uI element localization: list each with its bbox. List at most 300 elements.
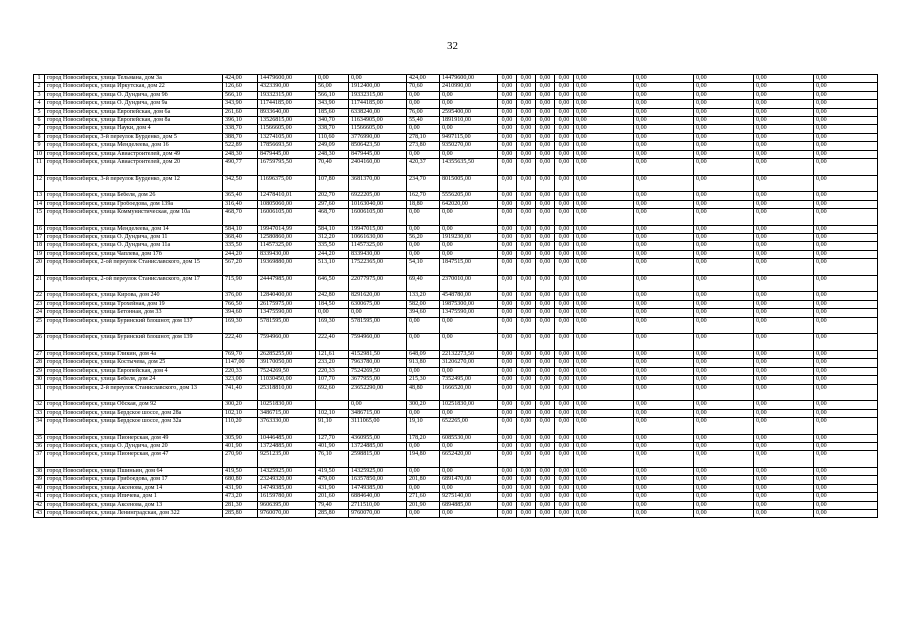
address-cell: город Новосибирск, улица Европейская, дом 8а [45,117,223,125]
value-cell: 0,00 [498,175,517,192]
value-cell: 261,60 [223,108,258,116]
value-cell: 0,00 [574,442,634,450]
value-cell: 468,70 [316,209,349,226]
value-cell: 1919230,00 [440,234,498,242]
value-cell: 0,00 [555,100,574,108]
address-cell: город Новосибирск, улица Иркутская, дом 22 [45,83,223,91]
value-cell: 0,00 [574,409,634,417]
value-cell: 0,00 [517,242,536,250]
row-number: 28 [34,359,45,367]
value-cell: 0,00 [574,175,634,192]
address-cell: город Новосибирск, улица Коммунистическая, дом 10а [45,209,223,226]
value-cell: 0,00 [694,91,754,99]
value-cell: 0,00 [407,209,440,226]
address-cell: город Новосибирск, улица Пионерская, дом 49 [45,434,223,442]
value-cell: 0,00 [517,234,536,242]
value-cell: 285,80 [316,509,349,517]
value-cell: 343,90 [316,100,349,108]
address-cell: город Новосибирск, улица О. Дундича, дом 9а [45,100,223,108]
value-cell: 0,00 [574,83,634,91]
value-cell: 0,00 [754,125,814,133]
value-cell: 3486715,00 [258,409,316,417]
value-cell: 4323390,00 [258,83,316,91]
table-row [34,209,878,226]
value-cell: 0,00 [517,376,536,384]
table-row [34,367,878,375]
table-row [34,259,878,276]
value-cell: 12478410,01 [258,192,316,200]
value-cell: 769,70 [223,350,258,358]
value-cell: 0,00 [814,384,878,401]
table-row [34,401,878,409]
value-cell: 0,00 [574,451,634,468]
value-cell: 244,20 [223,250,258,258]
value-cell: 0,00 [555,434,574,442]
value-cell: 9760070,00 [258,509,316,517]
row-number: 11 [34,159,45,176]
value-cell: 680,80 [223,476,258,484]
value-cell: 0,00 [440,125,498,133]
value-cell: 342,50 [223,175,258,192]
value-cell: 11566605,00 [258,125,316,133]
value-cell: 56,00 [316,83,349,91]
value-cell: 0,00 [536,367,555,375]
address-cell: город Новосибирск, улица Пионерская, дом 47 [45,451,223,468]
value-cell: 0,00 [517,350,536,358]
value-cell: 0,00 [555,275,574,292]
address-cell: город Новосибирск, улица Пшиньин, дом 64 [45,467,223,475]
value-cell: 110,20 [223,417,258,434]
value-cell: 0,00 [536,91,555,99]
address-cell: город Новосибирск, 3-й переулок Бурденко, дом 5 [45,133,223,141]
value-cell: 305,90 [223,434,258,442]
address-cell: город Новосибирск, 3-й переулок Бурденко, дом 12 [45,175,223,192]
value-cell: 0,00 [498,317,517,334]
value-cell: 0,00 [574,467,634,475]
address-cell: город Новосибирск, улица Менделеева, дом 14 [45,225,223,233]
row-number: 40 [34,484,45,492]
value-cell: 0,00 [814,334,878,351]
value-cell: 0,00 [574,484,634,492]
value-cell: 0,00 [555,334,574,351]
row-number: 3 [34,91,45,99]
value-cell: 0,00 [694,275,754,292]
value-cell: 0,00 [694,300,754,308]
value-cell: 0,00 [498,309,517,317]
value-cell: 19332315,00 [349,91,407,99]
value-cell: 0,00 [754,476,814,484]
row-number: 24 [34,309,45,317]
value-cell: 297,60 [316,200,349,208]
value-cell: 0,00 [754,200,814,208]
value-cell: 0,00 [517,484,536,492]
value-cell: 0,00 [498,209,517,226]
value-cell: 0,00 [574,209,634,226]
table-row [34,159,878,176]
value-cell: 0,00 [316,309,349,317]
table-row [34,192,878,200]
address-cell: город Новосибирск, улица Буринский блошнот, дом 137 [45,317,223,334]
value-cell: 0,00 [814,100,878,108]
value-cell: 0,00 [814,200,878,208]
value-cell: 5781595,00 [258,317,316,334]
value-cell: 0,00 [407,442,440,450]
value-cell: 0,00 [517,359,536,367]
value-cell: 741,40 [223,384,258,401]
value-cell: 0,00 [555,476,574,484]
value-cell: 0,00 [555,384,574,401]
value-cell: 0,00 [754,434,814,442]
value-cell: 0,00 [555,83,574,91]
value-cell: 169,30 [316,317,349,334]
value-cell: 0,00 [694,376,754,384]
value-cell: 396,10 [223,117,258,125]
value-cell: 0,00 [536,234,555,242]
value-cell: 7594960,00 [258,334,316,351]
value-cell: 338,70 [223,125,258,133]
value-cell: 126,60 [223,83,258,91]
value-cell: 312,20 [316,234,349,242]
address-cell: город Новосибирск, улица Буринский блошнот, дом 139 [45,334,223,351]
value-cell: 0,00 [814,83,878,91]
value-cell: 0,00 [498,350,517,358]
address-cell: город Новосибирск, улица Гробоедова, дом 139а [45,200,223,208]
value-cell: 270,90 [223,451,258,468]
value-cell: 0,00 [634,150,694,158]
value-cell: 0,00 [754,108,814,116]
table-row [34,91,878,99]
value-cell: 234,70 [407,175,440,192]
value-cell: 0,00 [555,209,574,226]
value-cell: 7352495,00 [440,376,498,384]
value-cell: 0,00 [536,417,555,434]
value-cell: 0,00 [349,401,407,409]
value-cell: 0,00 [754,367,814,375]
value-cell: 23652290,00 [349,384,407,401]
value-cell: 0,00 [498,359,517,367]
value-cell: 0,00 [814,493,878,501]
value-cell: 3776990,00 [349,133,407,141]
value-cell: 0,00 [555,133,574,141]
value-cell: 0,00 [754,83,814,91]
table-row [34,501,878,509]
address-cell: город Новосибирск, 2-й переулок Станиславского, дом 13 [45,384,223,401]
table-row [34,125,878,133]
value-cell: 0,00 [694,451,754,468]
value-cell: 0,00 [574,91,634,99]
value-cell: 0,00 [814,75,878,83]
value-cell: 0,00 [536,275,555,292]
value-cell: 0,00 [407,334,440,351]
value-cell: 10251830,00 [258,401,316,409]
value-cell: 0,00 [634,334,694,351]
value-cell: 7963780,00 [349,359,407,367]
value-cell: 0,00 [574,309,634,317]
value-cell: 0,00 [694,434,754,442]
table-row [34,150,878,158]
value-cell: 0,00 [694,150,754,158]
value-cell: 0,00 [694,401,754,409]
value-cell: 91,10 [316,417,349,434]
value-cell: 0,00 [634,133,694,141]
value-cell: 566,10 [223,91,258,99]
value-cell: 2410990,00 [440,83,498,91]
value-cell: 0,00 [555,359,574,367]
value-cell: 185,60 [316,108,349,116]
row-number: 15 [34,209,45,226]
value-cell: 0,00 [754,275,814,292]
value-cell: 0,00 [634,476,694,484]
value-cell: 0,00 [498,501,517,509]
value-cell: 0,00 [814,125,878,133]
value-cell: 0,00 [694,476,754,484]
row-number: 42 [34,501,45,509]
value-cell: 70,60 [407,83,440,91]
value-cell: 222,40 [223,334,258,351]
value-cell: 0,00 [814,250,878,258]
table-row [34,100,878,108]
value-cell: 0,00 [555,125,574,133]
value-cell: 0,00 [517,300,536,308]
value-cell: 0,00 [555,300,574,308]
value-cell: 0,00 [814,117,878,125]
value-cell: 0,00 [814,234,878,242]
value-cell: 0,00 [517,384,536,401]
value-cell: 0,00 [694,359,754,367]
value-cell: 0,00 [754,359,814,367]
value-cell: 13724885,00 [349,442,407,450]
value-cell: 0,00 [754,334,814,351]
value-cell: 0,00 [754,91,814,99]
value-cell: 0,00 [536,200,555,208]
value-cell: 0,00 [754,133,814,141]
value-cell: 0,00 [555,192,574,200]
value-cell: 0,00 [634,309,694,317]
value-cell: 19947014,99 [258,225,316,233]
value-cell: 24447985,00 [258,275,316,292]
value-cell: 69,40 [407,275,440,292]
value-cell: 376,00 [223,292,258,300]
value-cell: 0,00 [634,467,694,475]
value-cell: 0,00 [754,75,814,83]
row-number: 8 [34,133,45,141]
value-cell: 0,00 [517,133,536,141]
table-row [34,275,878,292]
value-cell: 278,10 [407,133,440,141]
value-cell: 2404160,00 [349,159,407,176]
value-cell: 0,00 [754,159,814,176]
value-cell: 102,10 [316,409,349,417]
value-cell: 0,00 [814,484,878,492]
value-cell: 0,00 [498,125,517,133]
value-cell: 16006105,00 [258,209,316,226]
value-cell: 0,00 [498,75,517,83]
value-cell: 0,00 [754,417,814,434]
value-cell: 0,00 [536,317,555,334]
value-cell: 14325925,00 [349,467,407,475]
value-cell: 0,00 [574,292,634,300]
table-row [34,384,878,401]
value-cell: 0,00 [814,309,878,317]
value-cell: 233,20 [316,359,349,367]
value-cell: 7524269,50 [258,367,316,375]
value-cell: 102,10 [223,409,258,417]
value-cell: 0,00 [754,225,814,233]
value-cell: 6338240,00 [349,108,407,116]
value-cell: 0,00 [555,376,574,384]
value-cell: 0,00 [574,317,634,334]
row-number: 27 [34,350,45,358]
row-number: 7 [34,125,45,133]
value-cell: 0,00 [574,350,634,358]
value-cell: 0,00 [574,493,634,501]
value-cell: 0,00 [536,142,555,150]
value-cell: 0,00 [498,200,517,208]
value-cell: 79,40 [316,501,349,509]
value-cell: 0,00 [555,142,574,150]
value-cell: 0,00 [634,225,694,233]
address-cell: город Новосибирск, 2-ой переулок Станиславского, дом 17 [45,275,223,292]
value-cell: 1891910,00 [440,117,498,125]
value-cell: 0,00 [574,334,634,351]
value-cell: 19369880,00 [258,259,316,276]
address-cell: город Новосибирск, улица Костычева, дом 25 [45,359,223,367]
value-cell: 0,00 [555,309,574,317]
value-cell: 12840400,00 [258,292,316,300]
row-number: 29 [34,367,45,375]
value-cell: 0,00 [536,75,555,83]
value-cell: 0,00 [440,467,498,475]
value-cell: 0,00 [498,417,517,434]
value-cell: 70,40 [316,159,349,176]
value-cell: 194,80 [407,451,440,468]
value-cell: 0,00 [349,75,407,83]
value-cell: 0,00 [754,317,814,334]
value-cell: 0,00 [694,292,754,300]
value-cell: 300,20 [407,401,440,409]
value-cell: 0,00 [536,192,555,200]
page-number: 32 [447,40,458,52]
value-cell: 0,00 [536,401,555,409]
value-cell: 0,00 [517,142,536,150]
value-cell: 1147,00 [223,359,258,367]
value-cell: 6922205,00 [349,192,407,200]
value-cell: 0,00 [555,409,574,417]
row-number: 26 [34,334,45,351]
value-cell: 3681370,00 [349,175,407,192]
value-cell: 0,00 [517,434,536,442]
value-cell: 0,00 [574,150,634,158]
value-cell: 0,00 [814,317,878,334]
address-cell: город Новосибирск, улица Ленинградская, дом 322 [45,509,223,517]
table-row [34,350,878,358]
value-cell: 0,00 [498,401,517,409]
value-cell: 14749385,00 [349,484,407,492]
value-cell: 0,00 [814,292,878,300]
value-cell: 201,80 [407,476,440,484]
value-cell: 6085530,00 [440,434,498,442]
value-cell: 0,00 [517,175,536,192]
value-cell: 0,00 [407,225,440,233]
value-cell: 16357850,00 [349,476,407,484]
value-cell: 0,00 [634,409,694,417]
value-cell: 0,00 [407,367,440,375]
table-row [34,250,878,258]
value-cell: 169,30 [223,317,258,334]
value-cell: 3677955,00 [349,376,407,384]
value-cell: 0,00 [634,350,694,358]
value-cell: 0,00 [754,192,814,200]
value-cell: 0,00 [754,493,814,501]
value-cell: 26285255,00 [258,350,316,358]
value-cell: 0,00 [634,234,694,242]
address-cell: город Новосибирск, улица Авиастроителей, дом 49 [45,150,223,158]
value-cell: 11030450,00 [258,376,316,384]
value-cell: 0,00 [517,334,536,351]
value-cell: 19947015,00 [349,225,407,233]
value-cell: 0,00 [634,367,694,375]
value-cell: 0,00 [814,108,878,116]
value-cell: 0,00 [814,367,878,375]
row-number: 37 [34,451,45,468]
value-cell: 431,90 [223,484,258,492]
value-cell: 0,00 [555,401,574,409]
value-cell: 0,00 [634,384,694,401]
value-cell: 0,00 [634,91,694,99]
value-cell: 646,50 [316,275,349,292]
value-cell: 0,00 [498,242,517,250]
row-number: 2 [34,83,45,91]
value-cell: 0,00 [498,142,517,150]
address-cell: город Новосибирск, улица О. Дундича, дом 11 [45,234,223,242]
value-cell: 201,60 [316,493,349,501]
row-number: 1 [34,75,45,83]
value-cell: 0,00 [536,300,555,308]
value-cell: 11744185,00 [258,100,316,108]
value-cell: 0,00 [555,501,574,509]
row-number: 12 [34,175,45,192]
value-cell: 0,00 [574,117,634,125]
value-cell: 0,00 [555,417,574,434]
value-cell: 13526815,00 [258,117,316,125]
value-cell: 0,00 [574,367,634,375]
value-cell: 0,00 [517,108,536,116]
value-cell: 0,00 [574,250,634,258]
value-cell: 5781595,00 [349,317,407,334]
value-cell: 0,00 [555,484,574,492]
value-cell: 0,00 [440,250,498,258]
value-cell: 0,00 [407,509,440,517]
value-cell: 0,00 [517,417,536,434]
address-cell: город Новосибирск, улица Гликин, дом 4а [45,350,223,358]
value-cell: 184,50 [316,300,349,308]
row-number: 9 [34,142,45,150]
table-row [34,317,878,334]
value-cell: 0,00 [555,493,574,501]
value-cell: 0,00 [634,125,694,133]
table-row [34,300,878,308]
value-cell: 0,00 [634,83,694,91]
value-cell: 0,00 [536,467,555,475]
value-cell: 522,89 [223,142,258,150]
row-number: 30 [34,376,45,384]
value-cell: 0,00 [440,209,498,226]
value-cell: 0,00 [754,142,814,150]
value-cell: 8339430,00 [258,250,316,258]
value-cell: 0,00 [814,501,878,509]
address-cell: город Новосибирск, улица Авиастроителей, дом 20 [45,159,223,176]
value-cell: 107,70 [316,376,349,384]
